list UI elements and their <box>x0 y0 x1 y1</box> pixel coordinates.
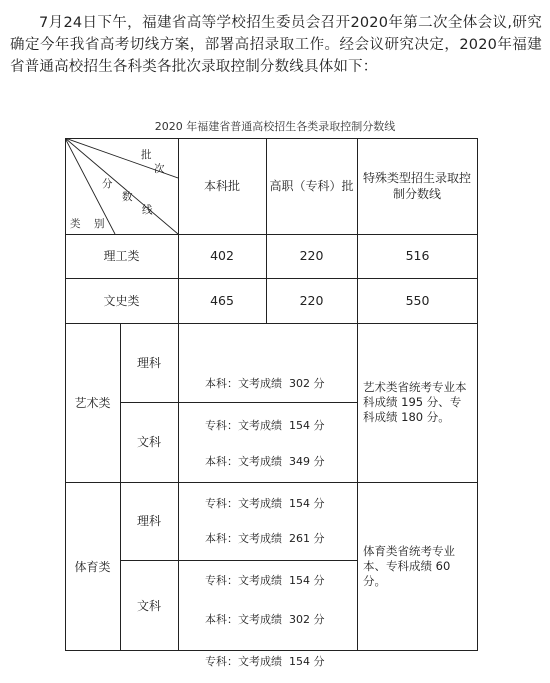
row-arts-vocational: 220 <box>299 292 324 308</box>
row-science-vocational: 220 <box>299 248 324 263</box>
header-special <box>362 138 472 234</box>
corner-label-ci: 次 <box>154 163 165 175</box>
header-undergrad: 本科批 <box>203 179 240 193</box>
art-liberal-undergrad-line: 本科：文考成绩 349 分 <box>205 455 325 468</box>
row-arts-label: 文史类 <box>103 293 140 308</box>
row-arts-undergrad: 465 <box>210 292 234 308</box>
row-science-label: 理工类 <box>103 249 140 263</box>
corner-label-xian: 线 <box>142 204 153 216</box>
col-divider-subscore <box>178 323 179 651</box>
corner-label-fen: 分 <box>102 178 113 190</box>
table-title: 2020 年福建省普通高校招生各类录取控制分数线 <box>154 120 396 133</box>
art-science-label: 理科 <box>136 355 161 370</box>
corner-label-bie: 别 <box>94 218 105 230</box>
sports-liberal-vocational-line: 专科：文考成绩 154 分 <box>205 655 325 668</box>
sports-liberal-scores <box>205 585 325 683</box>
header-vocational: 高职（专科）批 <box>269 179 354 193</box>
art-science-vocational-line: 专科：文考成绩 154 分 <box>205 419 325 432</box>
header-special-label: 特殊类型招生录取控制分数线 <box>362 171 471 201</box>
corner-label-pi: 批 <box>141 149 152 161</box>
art-liberal-label: 文科 <box>136 435 161 449</box>
sports-science-label: 理科 <box>136 514 161 528</box>
sports-group-label: 体育类 <box>74 559 111 574</box>
intro-paragraph: 7月24日下午，福建省高等学校招生委员会召开2020年第二次全体会议,研究确定今年我省高考切线方案，部署高招录取工作。经会议研究决定，2020年福建省普通高校招生各科类各批次录取控制分数线具体如下： <box>10 15 542 75</box>
sports-science-undergrad-line: 本科：文考成绩 261 分 <box>205 532 325 545</box>
col-divider-3 <box>357 138 358 651</box>
art-special-note: 艺术类省统考专业本科成绩 195 分、专科成绩 180 分。 <box>363 380 467 424</box>
art-science-undergrad-line: 本科：文考成绩 302 分 <box>205 377 325 390</box>
sports-science-vocational-line: 专科：文考成绩 154 分 <box>205 574 325 587</box>
sports-special-note: 体育类省统考专业本、专科成绩 60 分。 <box>363 544 455 588</box>
row-science-undergrad: 402 <box>210 248 234 263</box>
sports-liberal-label: 文科 <box>136 598 161 613</box>
sports-liberal-undergrad-line: 本科：文考成绩 302 分 <box>205 613 325 626</box>
row-arts-special: 550 <box>405 292 430 308</box>
corner-label-shu: 数 <box>122 191 133 203</box>
row-science-special: 516 <box>405 248 430 263</box>
corner-label-lei: 类 <box>70 218 81 230</box>
art-group-label: 艺术类 <box>74 395 111 410</box>
diagonal-header-lines <box>65 138 178 234</box>
art-liberal-vocational-line: 专科：文考成绩 154 分 <box>205 497 325 510</box>
